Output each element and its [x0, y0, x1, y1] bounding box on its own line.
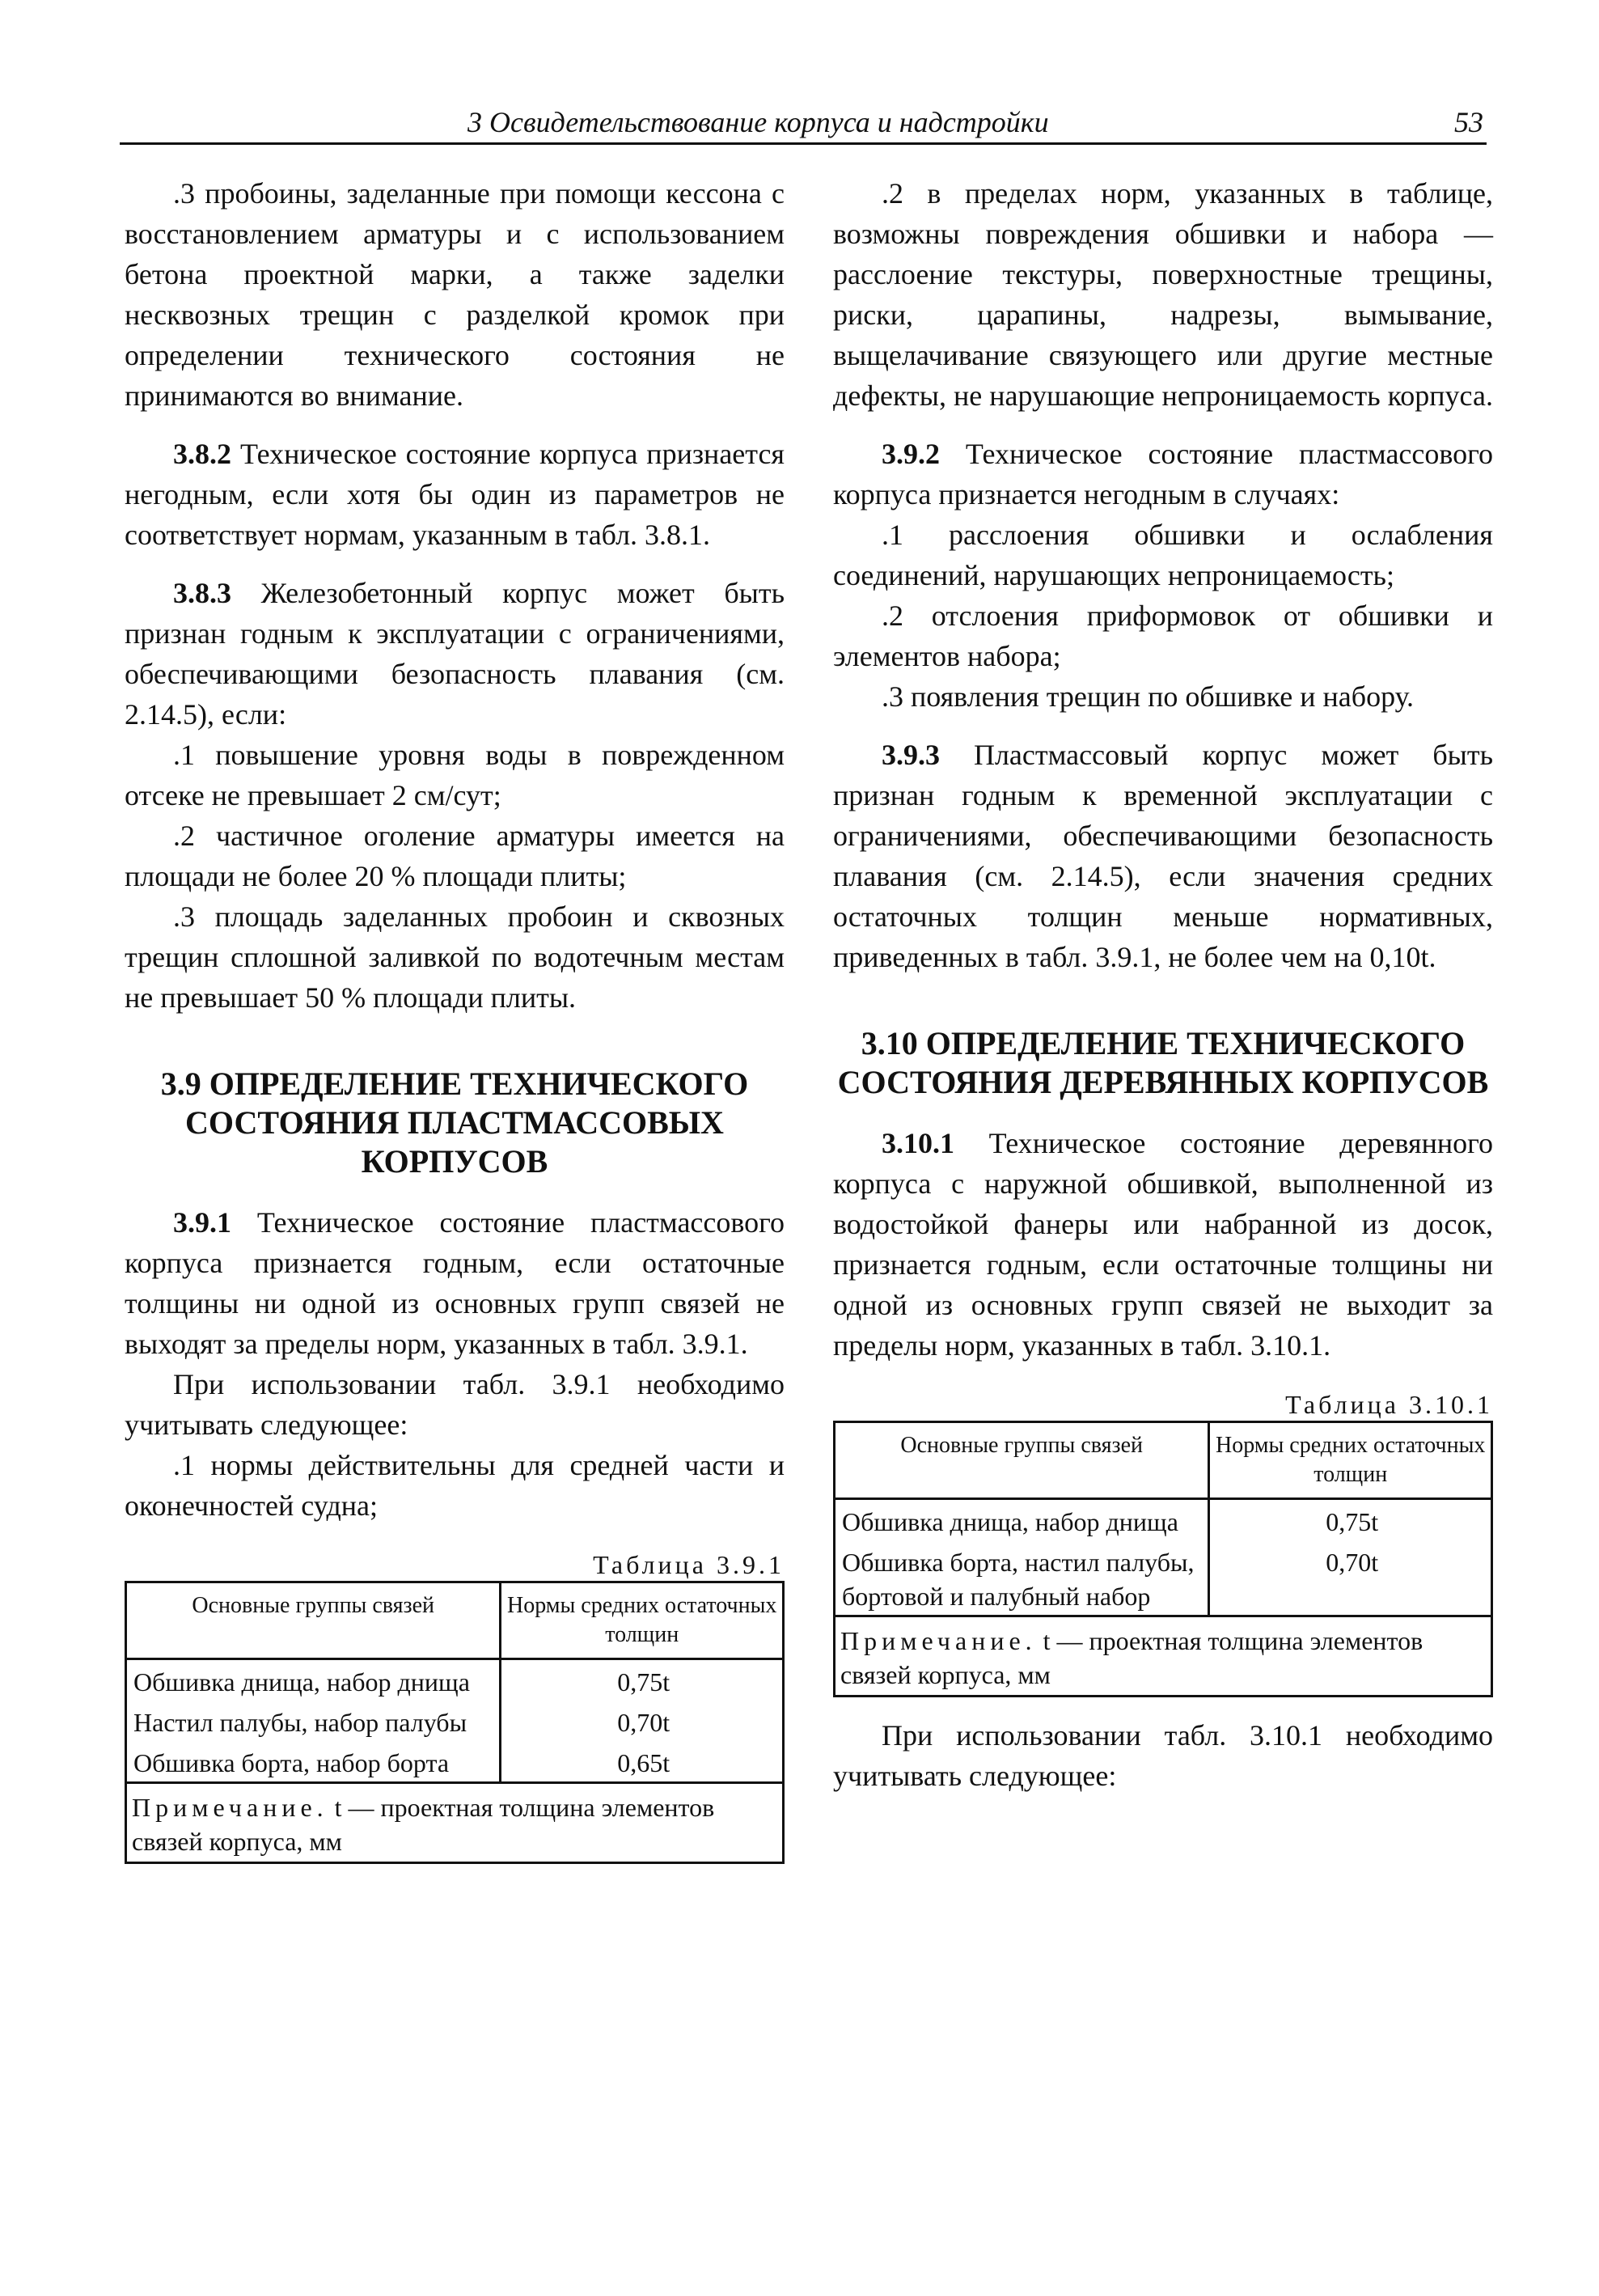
- paragraph-3-9-2-2: .2 отслоения приформовок от обшивки и элементов набора;: [833, 599, 1493, 672]
- note-label: Примечание.: [840, 1626, 1037, 1655]
- page-number: 53: [1454, 106, 1483, 138]
- clause-number: 3.8.3: [173, 577, 231, 609]
- table-cell-group: Обшивка днища, набор днища: [126, 1659, 501, 1701]
- table-note-row: [835, 1616, 1492, 1697]
- table-cell-norm: 0,75t: [1209, 1499, 1492, 1541]
- clause-text: Пластмассовый корпус может быть признан годным к временной эксплуатации с ограничениями, обеспечивающими безопасность плавания (см. 2.14.5), если значения средних остаточных толщин меньше нормативных, приведенных в табл. 3.9.1, не более чем на 0,10t.: [833, 739, 1493, 973]
- table-note: [126, 1783, 784, 1863]
- clause-text: Железобетонный корпус может быть признан годным к эксплуатации с ограничениями, обеспечивающими безопасность плавания (см. 2.14.5), если:: [125, 577, 785, 731]
- paragraph-3-9-2-1: .1 расслоения обшивки и ослабления соединений, нарушающих непроницаемость;: [833, 519, 1493, 591]
- clause-text: Техническое состояние деревянного корпуса с наружной обшивкой, выполненной из водостойкой фанеры или набранной из досок, признается годным, если остаточные толщины ни одной из основных групп связей не выходит за пределы норм, указанных в табл. 3.10.1.: [833, 1127, 1493, 1362]
- paragraph-3-9-1-usage: При использовании табл. 3.9.1 необходимо учитывать следующее:: [125, 1368, 785, 1441]
- clause-text: Техническое состояние корпуса признается негодным, если хотя бы один из параметров не соответствует нормам, указанным в табл. 3.8.1.: [125, 438, 785, 551]
- paragraph-3-9-3: [833, 735, 1493, 977]
- paragraph-3-8-3-3: .3 площадь заделанных пробоин и сквозных трещин сплошной заливкой по водотечным местам не превышает 50 % площади плиты.: [125, 900, 785, 1014]
- section-title-3-10: 3.10 ОПРЕДЕЛЕНИЕ ТЕХНИЧЕСКОГО СОСТОЯНИЯ ДЕРЕВЯННЫХ КОРПУСОВ: [837, 1025, 1489, 1100]
- paragraph-3-8-3: [125, 573, 785, 735]
- table-3-10-1: [833, 1421, 1493, 1697]
- table-row: [126, 1659, 784, 1701]
- table-cell-group: Обшивка днища, набор днища: [835, 1499, 1209, 1541]
- table-note: [835, 1616, 1492, 1697]
- note-text: t — проектная толщина элементов связей корпуса, мм: [840, 1626, 1423, 1689]
- running-header-title: 3 Освидетельствование корпуса и надстройки: [467, 106, 1049, 138]
- right-column: [833, 173, 1493, 1796]
- table-cell-group: Обшивка борта, набор борта: [126, 1741, 501, 1783]
- table-header-groups: Основные группы связей: [126, 1582, 501, 1659]
- clause-number: 3.9.1: [173, 1206, 231, 1239]
- clause-number: 3.8.2: [173, 438, 231, 470]
- paragraph-3-10-1: [833, 1123, 1493, 1366]
- table-cell-norm: 0,75t: [501, 1659, 784, 1701]
- paragraph-3-8-2: [125, 434, 785, 555]
- paragraph-3-10-1-usage: При использовании табл. 3.10.1 необходимо учитывать следующее:: [833, 1719, 1493, 1792]
- clause-text: Техническое состояние пластмассового корпуса признается годным, если остаточные толщины ни одной из основных групп связей не выходят за пределы норм, указанных в табл. 3.9.1.: [125, 1206, 785, 1360]
- clause-text: Техническое состояние пластмассового корпуса признается негодным в случаях:: [833, 438, 1493, 510]
- table-cell-norm: 0,65t: [501, 1741, 784, 1783]
- table-header-norms: Нормы средних остаточных толщин: [1209, 1422, 1492, 1499]
- table-cell-group: Обшивка борта, настил палубы, бортовой и палубный набор: [835, 1540, 1209, 1616]
- table-row: [126, 1741, 784, 1783]
- paragraph-3-9-1-1: .1 нормы действительны для средней части и оконечностей судна;: [125, 1449, 785, 1522]
- table-3-9-1: [125, 1581, 785, 1864]
- table-header-norms: Нормы средних остаточных толщин: [501, 1582, 784, 1659]
- note-label: Примечание.: [132, 1793, 328, 1822]
- table-cell-norm: 0,70t: [1209, 1540, 1492, 1616]
- clause-number: 3.9.2: [882, 438, 940, 470]
- table-row: [126, 1701, 784, 1741]
- table-cell-norm: 0,70t: [501, 1701, 784, 1741]
- table-row: [835, 1540, 1492, 1616]
- paragraph-3-9-1-2: .2 в пределах норм, указанных в таблице, возможны повреждения обшивки и набора — расслоение текстуры, поверхностные трещины, риски, царапины, надрезы, вымывание, выщелачивание связующего или другие местные дефекты, не нарушающие непроницаемость корпуса.: [833, 177, 1493, 412]
- paragraph-3-8-1-3: .3 пробоины, заделанные при помощи кессона с восстановлением арматуры и с использованием бетона проектной марки, а также заделки несквозных трещин с разделкой кромок при определении технического состояния не принимаются во внимание.: [125, 177, 785, 412]
- paragraph-3-8-3-2: .2 частичное оголение арматуры имеется на площади не более 20 % площади плиты;: [125, 820, 785, 892]
- table-cell-group: Настил палубы, набор палубы: [126, 1701, 501, 1741]
- table-note-row: [126, 1783, 784, 1863]
- clause-number: 3.10.1: [882, 1127, 954, 1159]
- paragraph-3-8-3-1: .1 повышение уровня воды в поврежденном отсеке не превышает 2 см/сут;: [125, 739, 785, 811]
- paragraph-3-9-2-3: .3 появления трещин по обшивке и набору.: [882, 680, 1414, 713]
- running-header: [120, 102, 1487, 145]
- table-caption-3-9-1: Таблица 3.9.1: [593, 1550, 785, 1579]
- table-header-groups: Основные группы связей: [835, 1422, 1209, 1499]
- paragraph-3-9-2: [833, 434, 1493, 515]
- table-caption-3-10-1: Таблица 3.10.1: [1285, 1390, 1493, 1419]
- section-title-3-9: 3.9 ОПРЕДЕЛЕНИЕ ТЕХНИЧЕСКОГО СОСТОЯНИЯ ПЛАСТМАССОВЫХ КОРПУСОВ: [160, 1065, 749, 1180]
- left-column: [125, 173, 785, 1864]
- clause-number: 3.9.3: [882, 739, 940, 771]
- note-text: t — проектная толщина элементов связей корпуса, мм: [132, 1793, 715, 1856]
- paragraph-3-9-1: [125, 1202, 785, 1364]
- table-row: [835, 1499, 1492, 1541]
